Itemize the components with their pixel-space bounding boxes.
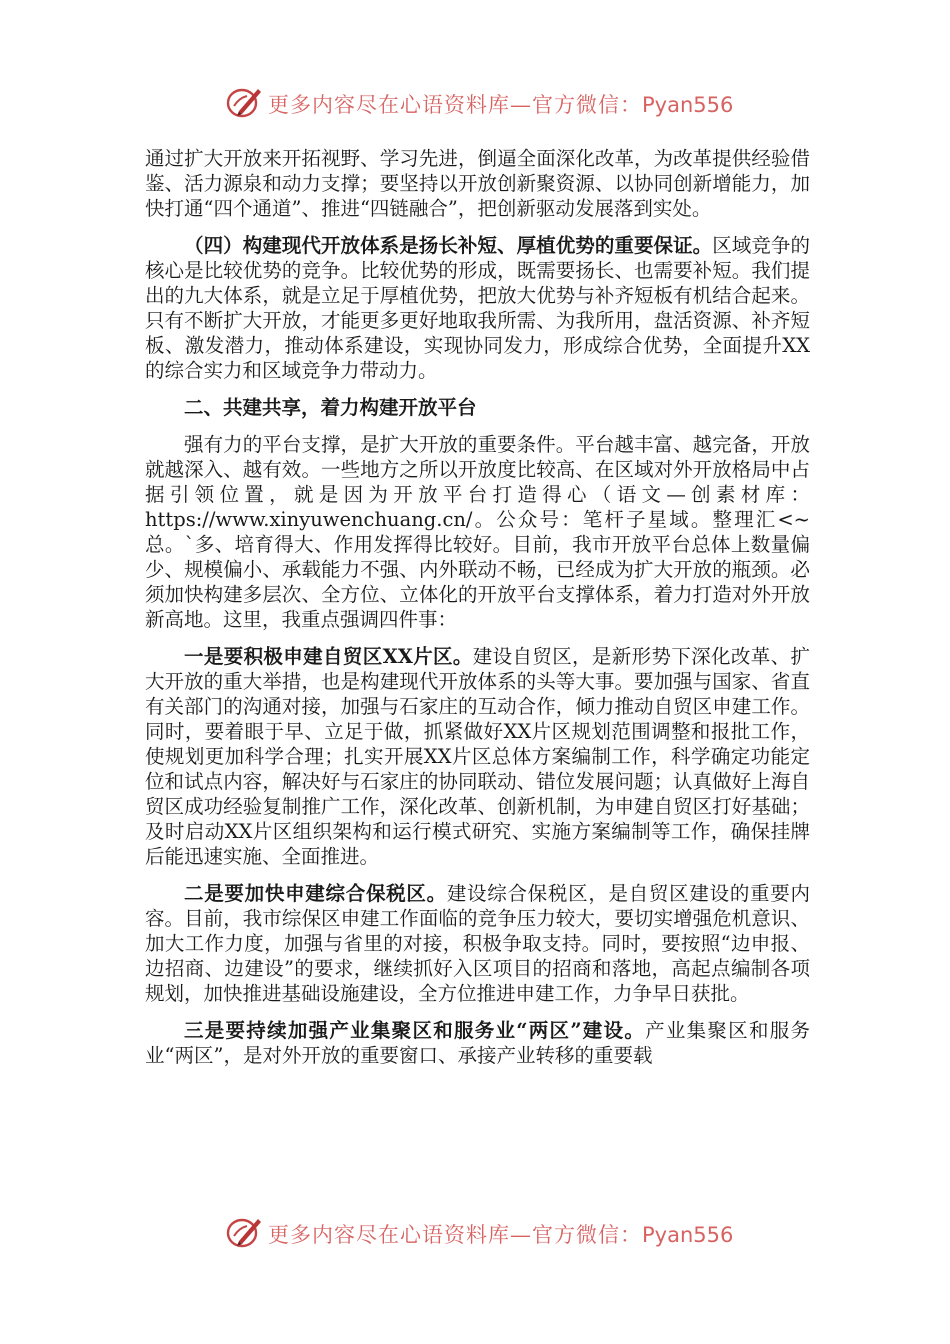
footer-banner (0, 1210, 950, 1254)
banner-text: 更多内容尽在心语资料库—官方微信：Pyan556 (268, 93, 734, 117)
paragraph: 通过扩大开放来开拓视野、学习先进，倒逼全面深化改革，为改革提供经验借鉴、活力源泉和动力支撑；要坚持以开放创新聚资源、以协同创新增能力，加快打通“四个通道”、推进“四链融合”，把创新驱动发展落到实处。 (145, 147, 810, 220)
paragraph-lead: 一是要积极申建自贸区XX片区。 (184, 645, 473, 668)
paragraph-lead: 二是要加快申建综合保税区。 (184, 882, 447, 905)
pen-logo-icon (225, 1214, 263, 1250)
pen-logo-icon (225, 84, 263, 120)
paragraph: 强有力的平台支撑，是扩大开放的重要条件。平台越丰富、越完备，开放就越深入、越有效。一些地方之所以开放度比较高、在区域对外开放格局中占据引领位置，就是因为开放平台打造得心（语文—创素材库：https://www.xinyuwenchuang.cn/。公众号：笔杆子星域。整理汇<~总。`多、培育得大、作用发挥得比较好。目前，我市开放平台总体上数量偏少、规模偏小、承载能力不强、内外联动不畅，已经成为扩大开放的瓶颈。必须加快构建多层次、全方位、立体化的开放平台支撑体系，着力打造对外开放新高地。这里，我重点强调四件事： (145, 433, 810, 631)
paragraph: 一是要积极申建自贸区XX片区。建设自贸区，是新形势下深化改革、扩大开放的重大举措，也是构建现代开放体系的头等大事。要加强与国家、省直有关部门的沟通对接，加强与石家庄的互动合作，倾力推动自贸区申建工作。同时，要着眼于早、立足于做，抓紧做好XX片区规划范围调整和报批工作，使规划更加科学合理；扎实开展XX片区总体方案编制工作，科学确定功能定位和试点内容，解决好与石家庄的协同联动、错位发展问题；认真做好上海自贸区成功经验复制推广工作，深化改革、创新机制，为申建自贸区打好基础；及时启动XX片区组织架构和运行模式研究、实施方案编制等工作，确保挂牌后能迅速实施、全面推进。 (145, 645, 810, 868)
header-banner (0, 80, 950, 124)
paragraph-lead: （四）构建现代开放体系是扬长补短、厚植优势的重要保证。 (184, 234, 713, 257)
document-body (145, 146, 810, 1068)
paragraph-lead: 三是要持续加强产业集聚区和服务业“两区”建设。 (184, 1019, 646, 1042)
banner-text: 更多内容尽在心语资料库—官方微信：Pyan556 (268, 1223, 734, 1247)
paragraph: 三是要持续加强产业集聚区和服务业“两区”建设。产业集聚区和服务业“两区”，是对外开放的重要窗口、承接产业转移的重要载 (145, 1019, 810, 1067)
section-heading: 二、共建共享，着力构建开放平台 (184, 396, 477, 419)
paragraph: 二是要加快申建综合保税区。建设综合保税区，是自贸区建设的重要内容。目前，我市综保区申建工作面临的竞争压力较大，要切实增强危机意识、加大工作力度，加强与省里的对接，积极争取支持。同时，要按照“边申报、边招商、边建设”的要求，继续抓好入区项目的招商和落地，高起点编制各项规划，加快推进基础设施建设，全方位推进申建工作，力争早日获批。 (145, 882, 810, 1005)
paragraph: （四）构建现代开放体系是扬长补短、厚植优势的重要保证。区域竞争的核心是比较优势的竞争。比较优势的形成，既需要扬长、也需要补短。我们提出的九大体系，就是立足于厚植优势，把放大优势与补齐短板有机结合起来。只有不断扩大开放，才能更多更好地取我所需、为我所用，盘活资源、补齐短板、激发潜力，推动体系建设，实现协同发力，形成综合优势，全面提升XX的综合实力和区域竞争力带动力。 (145, 234, 810, 382)
